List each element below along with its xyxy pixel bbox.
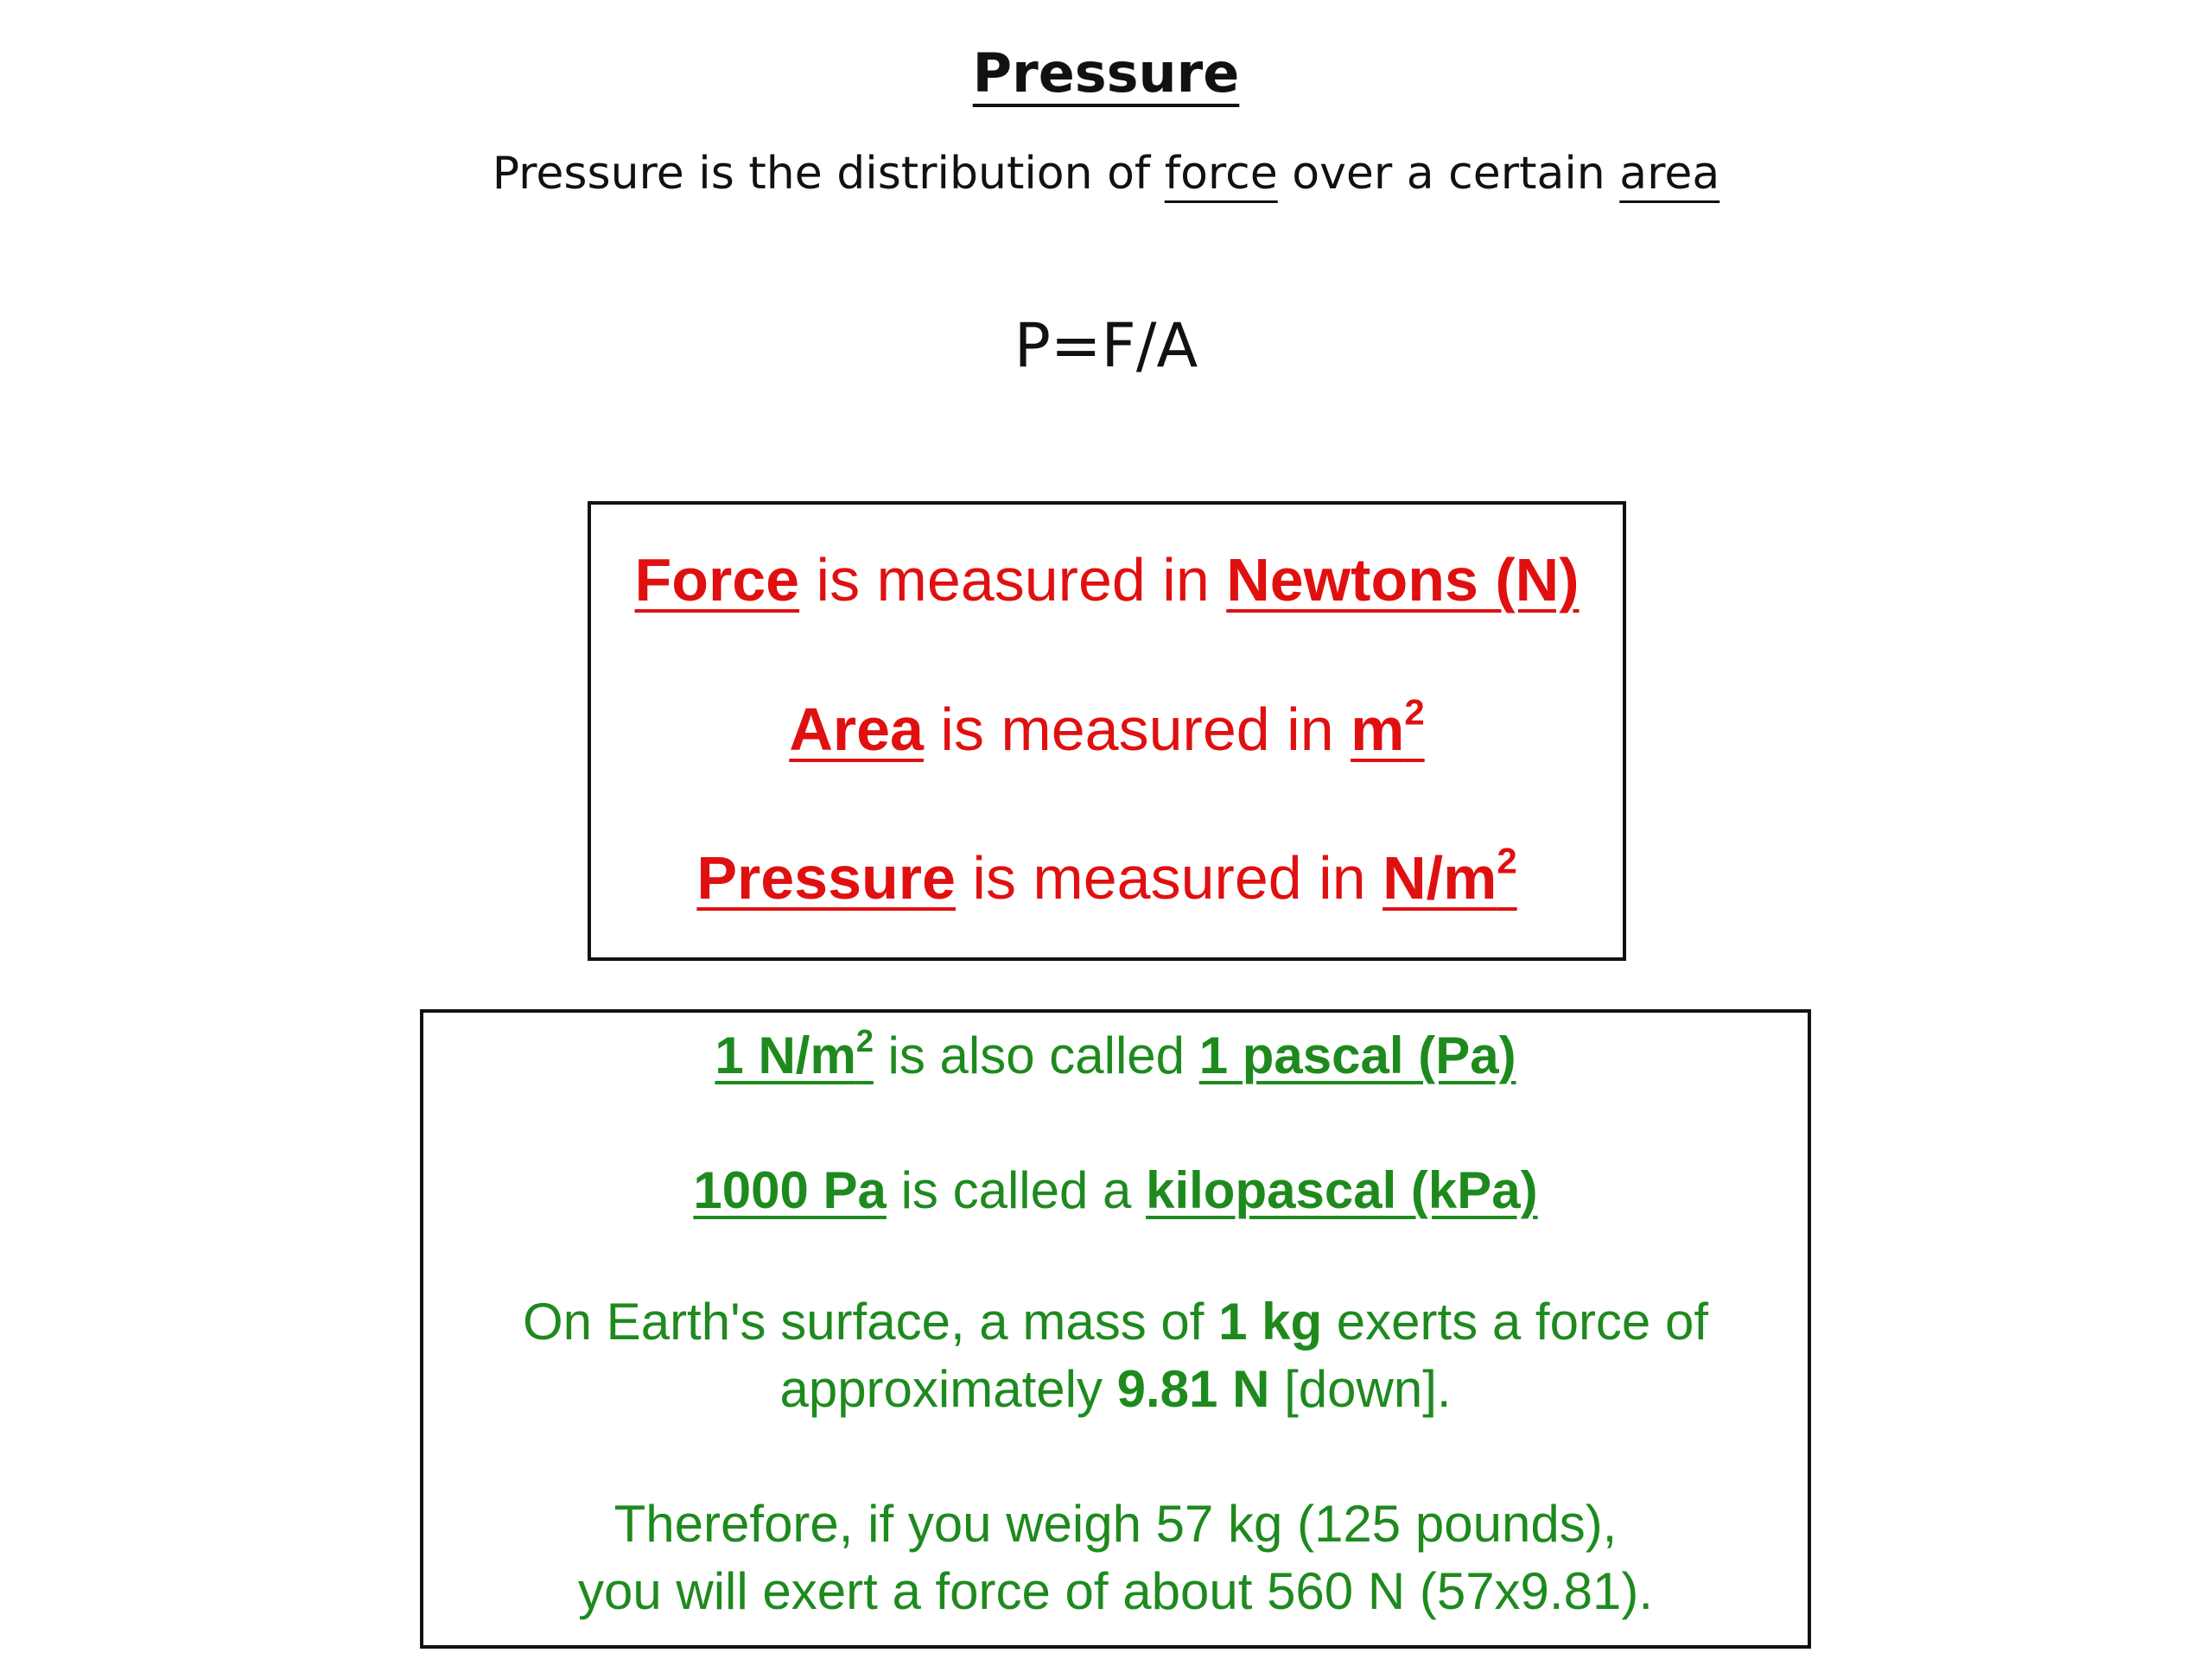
gravity-text-2c: [down]. [1269, 1360, 1452, 1418]
pressure-unit [1382, 840, 1517, 912]
pascal-line [423, 1022, 1808, 1087]
pressure-unit-text: is measured in [955, 844, 1383, 912]
notes-box [420, 1009, 1811, 1649]
force-term [634, 546, 799, 613]
pascal-lhs-value [715, 1022, 874, 1084]
page-title [0, 41, 2212, 105]
gravity-line-1 [423, 1291, 1808, 1353]
pressure-unit-exponent: 2 [1497, 840, 1517, 881]
kilopascal-text: is called a [886, 1161, 1147, 1219]
pressure-unit-base: N/m [1382, 844, 1497, 912]
gravity-mass-value: 1 kg [1218, 1293, 1323, 1351]
title-text: Pressure [972, 41, 1240, 105]
area-unit-exponent: 2 [1404, 691, 1425, 733]
force-unit-value: Newtons (N) [1226, 546, 1580, 613]
area-term-text: Area [789, 696, 924, 763]
pressure-formula: P=F/A [1014, 310, 1198, 381]
definition-text-before: Pressure is the distribution of [492, 148, 1165, 200]
definition-line [0, 147, 2212, 200]
gravity-force-value: 9.81 N [1116, 1360, 1270, 1418]
area-term [789, 696, 924, 763]
gravity-text-1c: exerts a force of [1322, 1293, 1709, 1351]
kilopascal-lhs-value: 1000 Pa [693, 1161, 887, 1219]
definition-term-area: area [1619, 148, 1720, 200]
area-unit [1351, 691, 1425, 763]
area-unit-value [1351, 691, 1425, 763]
kilopascal-rhs-value: kilopascal (kPa) [1146, 1161, 1538, 1219]
pascal-rhs-value: 1 pascal (Pa) [1198, 1027, 1516, 1084]
pascal-text: is also called [873, 1027, 1199, 1084]
pascal-lhs [715, 1022, 874, 1084]
kilopascal-lhs [693, 1161, 887, 1219]
units-box [588, 501, 1626, 961]
gravity-line-2 [423, 1358, 1808, 1421]
pressure-unit-line [591, 842, 1623, 914]
area-unit-line [591, 693, 1623, 766]
gravity-text-2a: approximately [779, 1360, 1117, 1418]
area-unit-text: is measured in [923, 696, 1351, 763]
pressure-term-text: Pressure [696, 844, 956, 912]
force-unit-text: is measured in [799, 546, 1227, 613]
pascal-lhs-base: 1 N/m [715, 1027, 856, 1084]
area-unit-base: m [1351, 696, 1405, 763]
force-unit [1226, 546, 1579, 613]
kilopascal-rhs [1146, 1161, 1538, 1219]
pascal-lhs-exponent: 2 [855, 1022, 874, 1058]
force-unit-line [591, 543, 1623, 616]
pascal-rhs [1199, 1027, 1516, 1084]
gravity-text-1a: On Earth's surface, a mass of [522, 1293, 1219, 1351]
definition-text-middle: over a certain [1277, 148, 1620, 200]
kilopascal-line [423, 1160, 1808, 1222]
definition-term-force: force [1164, 148, 1278, 200]
pressure-term [696, 844, 956, 912]
example-line-1: Therefore, if you weigh 57 kg (125 pounds), [613, 1495, 1618, 1553]
example-line-2: you will exert a force of about 560 N (57x9.81). [577, 1562, 1653, 1620]
pressure-unit-value [1382, 840, 1517, 912]
force-term-text: Force [634, 546, 800, 613]
